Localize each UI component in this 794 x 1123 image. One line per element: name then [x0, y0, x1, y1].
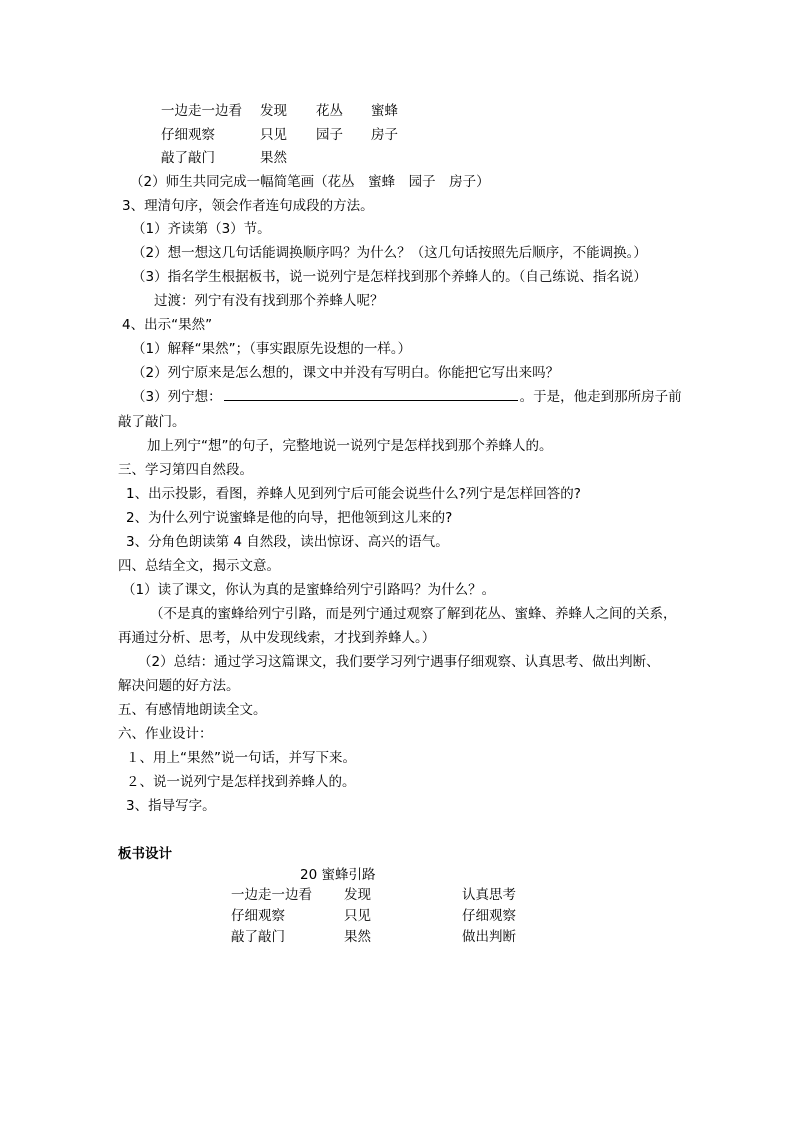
section-heading: 4、出示“果然” [122, 317, 213, 333]
text-line: 1、出示投影，看图，养蜂人见到列宁后可能会说些什么?列宁是怎样回答的? [126, 486, 581, 502]
vocab-word: 蜜蜂 [371, 103, 398, 119]
section-heading: 五、有感情地朗读全文。 [118, 702, 267, 718]
text-line: 加上列宁“想”的句子，完整地说一说列宁是怎样找到那个养蜂人的。 [147, 438, 553, 454]
answer-blank[interactable] [224, 388, 518, 401]
text-line: 解决问题的好方法。 [118, 678, 240, 694]
text-line: （2）总结：通过学习这篇课文，我们要学习列宁遇事仔细观察、认真思考、做出判断、 [138, 654, 660, 670]
text-line: 3、分角色朗读第 4 自然段，读出惊讶、高兴的语气。 [126, 534, 449, 550]
text-line: 过渡：列宁有没有找到那个养蜂人呢？ [154, 293, 384, 309]
vocab-word: 房子 [371, 127, 398, 143]
text-line: 敲了敲门。 [118, 414, 186, 430]
text-line: （不是真的蜜蜂给列宁引路，而是列宁通过观察了解到花丛、蜜蜂、养蜂人之间的关系， [150, 606, 677, 622]
section-heading: 3、理清句序，领会作者连句成段的方法。 [122, 198, 374, 214]
text-line: ２、说一说列宁是怎样找到养蜂人的。 [126, 774, 356, 790]
board-cell: 仔细观察 [462, 908, 516, 924]
vocab-word: 园子 [316, 127, 343, 143]
vocab-word: 一边走一边看 [161, 103, 242, 119]
board-cell: 只见 [344, 908, 371, 924]
board-cell: 一边走一边看 [231, 887, 312, 903]
text-line: （1）解释“果然”；（事实跟原先设想的一样。） [132, 341, 412, 357]
text-line: 3、指导写字。 [126, 798, 216, 814]
text-line: （2）列宁原来是怎么想的，课文中并没有写明白。你能把它写出来吗？ [132, 365, 560, 381]
board-cell: 做出判断 [462, 929, 516, 945]
text-line: 再通过分析、思考，从中发现线索，才找到养蜂人。） [118, 630, 436, 646]
fill-in-line [132, 388, 682, 406]
text-line: （1）齐读第（3）节。 [132, 221, 271, 237]
board-cell: 果然 [344, 929, 371, 945]
text-line: （1）读了课文，你认为真的是蜜蜂给列宁引路吗？为什么？。 [122, 582, 496, 598]
board-cell: 认真思考 [462, 887, 516, 903]
vocab-word: 发现 [260, 103, 287, 119]
text-line: （2）师生共同完成一幅简笔画（花丛 蜜蜂 园子 房子） [130, 174, 490, 190]
text-line: １、用上“果然”说一句话，并写下来。 [126, 750, 356, 766]
text-line: （2）想一想这几句话能调换顺序吗？为什么？（这几句话按照先后顺序，不能调换。） [132, 245, 647, 261]
board-cell: 敲了敲门 [231, 929, 285, 945]
text-segment: （3）列宁想： [132, 389, 222, 405]
vocab-word: 果然 [260, 150, 287, 166]
text-line: 2、为什么列宁说蜜蜂是他的向导，把他领到这儿来的? [126, 510, 453, 526]
vocab-word: 花丛 [316, 103, 343, 119]
vocab-word: 仔细观察 [161, 127, 215, 143]
vocab-word: 只见 [260, 127, 287, 143]
board-title: 20 蜜蜂引路 [300, 867, 376, 883]
board-cell: 仔细观察 [231, 908, 285, 924]
board-cell: 发现 [344, 887, 371, 903]
board-heading: 板书设计 [118, 846, 172, 862]
section-heading: 六、作业设计： [118, 726, 213, 742]
vocab-word: 敲了敲门 [161, 150, 215, 166]
section-heading: 三、学习第四自然段。 [118, 462, 253, 478]
text-segment: 。于是，他走到那所房子前 [519, 389, 682, 405]
section-heading: 四、总结全文，揭示文意。 [118, 558, 280, 574]
text-line: （3）指名学生根据板书，说一说列宁是怎样找到那个养蜂人的。（自己练说、指名说） [132, 269, 647, 285]
